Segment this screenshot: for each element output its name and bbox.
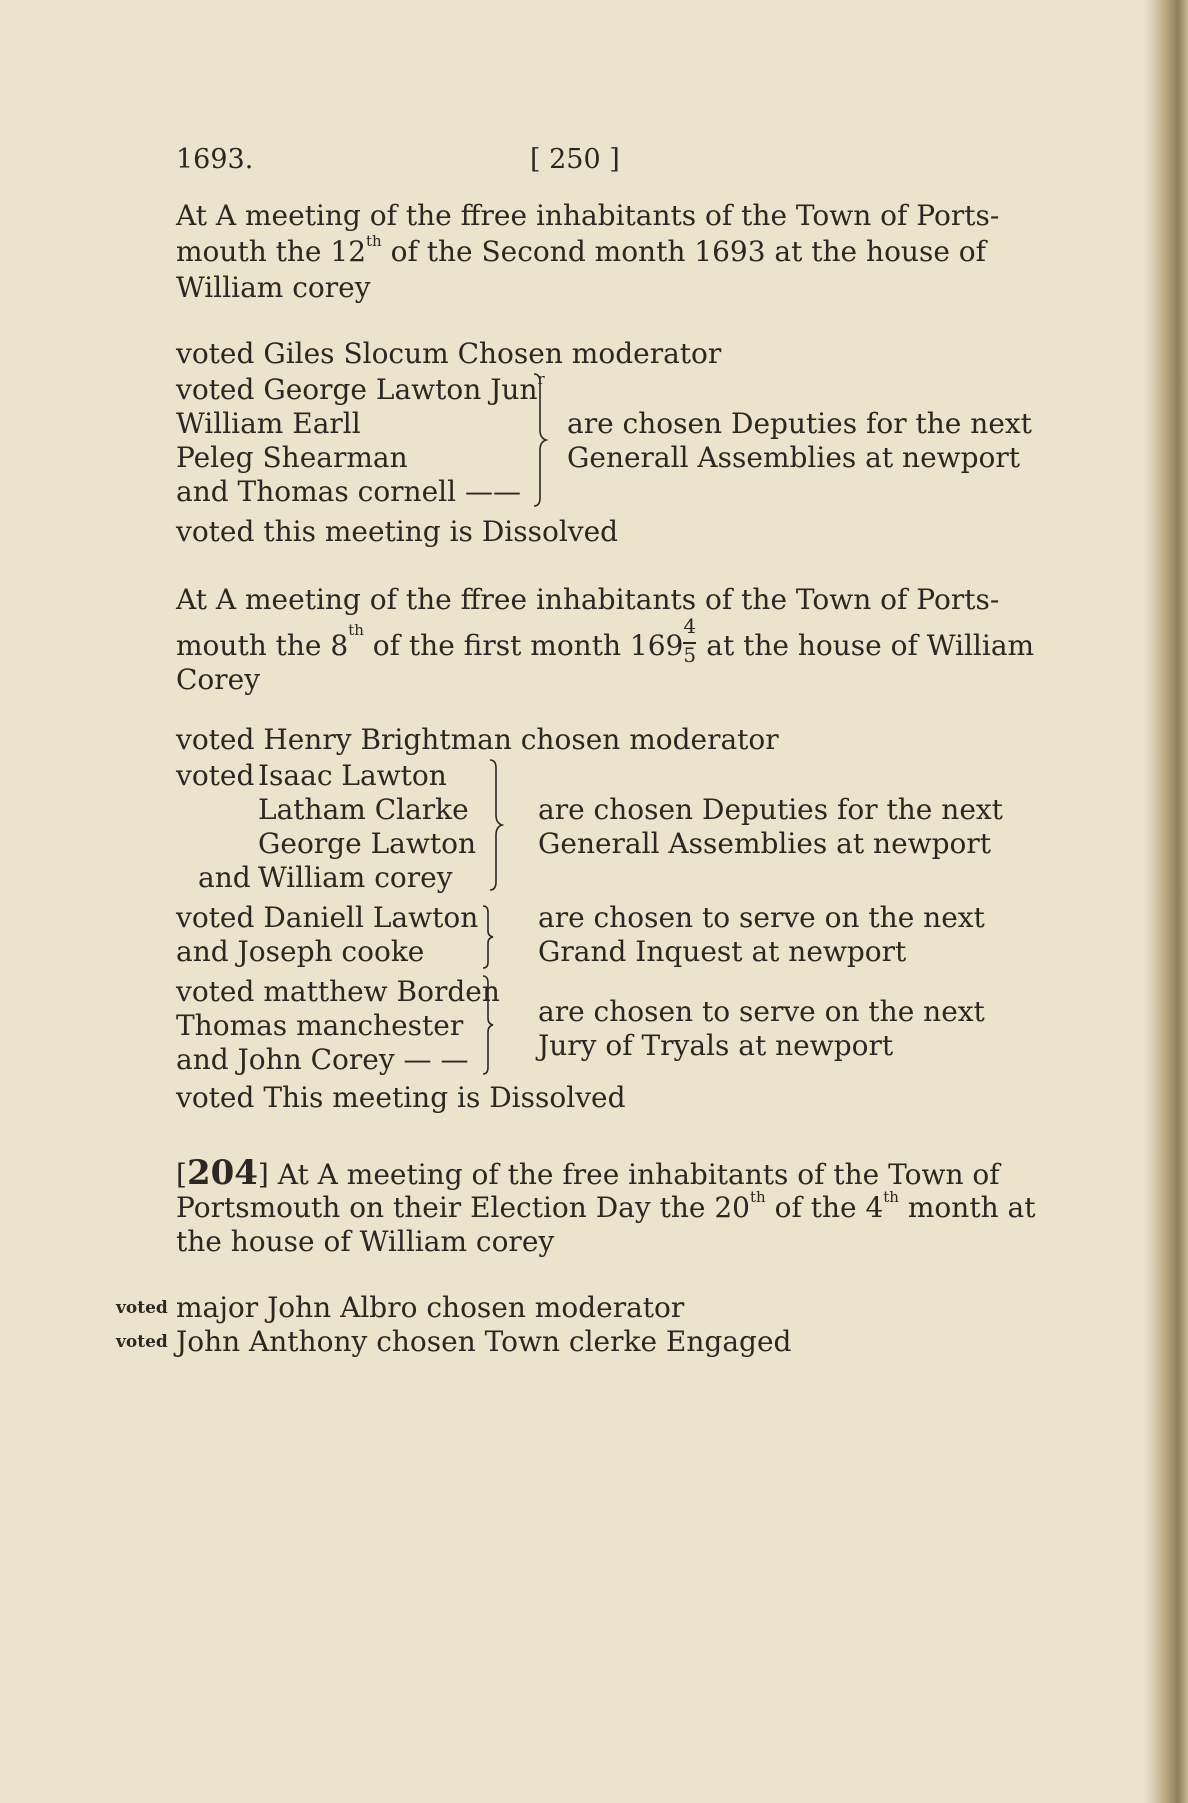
m3-line-3: the house of William corey bbox=[176, 1225, 555, 1258]
m1-intro-line-1: At A meeting of the ffree inhabitants of the Town of Ports- bbox=[176, 199, 1000, 232]
margin-note-voted-2: voted bbox=[116, 1332, 168, 1352]
m2-deputies-brace bbox=[484, 758, 508, 892]
m1-deputy-3: Peleg Shearman bbox=[176, 441, 408, 474]
m2-deputy-2: Latham Clarke bbox=[258, 793, 469, 826]
m2-inquest-brace bbox=[478, 904, 500, 970]
m1-deputy-2: William Earll bbox=[176, 407, 361, 440]
m3-line-1: [204] At A meeting of the free inhabitants of the Town of bbox=[176, 1153, 1000, 1193]
m1-deputies-text-1: are chosen Deputies for the next bbox=[567, 407, 1032, 440]
m2-inquest-text-1: are chosen to serve on the next bbox=[538, 901, 985, 934]
m1-deputies-brace bbox=[528, 372, 552, 508]
page-edge bbox=[1154, 0, 1188, 1803]
m1-intro-line-3: William corey bbox=[176, 271, 371, 304]
m2-jury-text-1: are chosen to serve on the next bbox=[538, 995, 985, 1028]
margin-note-voted-1: voted bbox=[116, 1298, 168, 1318]
m2-jury-2: Thomas manchester bbox=[176, 1009, 464, 1042]
m2-intro-line-2: mouth the 8th of the first month 169 $\frac{4}{5}$ at the house of William bbox=[176, 614, 1035, 667]
m2-jury-3: and John Corey — — bbox=[176, 1043, 469, 1076]
page-edge-shadow bbox=[1144, 0, 1154, 1803]
m2-dissolved: voted This meeting is Dissolved bbox=[176, 1081, 626, 1114]
m2-jury-text-2: Jury of Tryals at newport bbox=[538, 1029, 894, 1062]
m2-moderator: voted Henry Brightman chosen moderator bbox=[176, 723, 779, 756]
m1-dissolved: voted this meeting is Dissolved bbox=[176, 515, 619, 548]
m2-inquest-1: voted Daniell Lawton bbox=[176, 901, 479, 934]
year-fraction: $\frac{4}{5}$ bbox=[683, 614, 697, 667]
header-year: 1693. bbox=[176, 144, 254, 175]
m3-moderator: major John Albro chosen moderator bbox=[176, 1291, 685, 1324]
m2-deputy-1: Isaac Lawton bbox=[258, 759, 447, 792]
original-page-ref: 204 bbox=[186, 1153, 258, 1193]
ref-close: ] bbox=[257, 1158, 269, 1191]
m2-deputies-and: and bbox=[198, 861, 251, 894]
m1-deputies-text-2: Generall Assemblies at newport bbox=[567, 441, 1021, 474]
ref-open: [ bbox=[176, 1158, 187, 1191]
m2-intro-line-3: Corey bbox=[176, 663, 261, 696]
m1-moderator: voted Giles Slocum Chosen moderator bbox=[176, 337, 722, 370]
m1-deputy-4: and Thomas cornell —— bbox=[176, 475, 521, 508]
m2-deputies-voted: voted bbox=[176, 759, 255, 792]
m2-jury-brace bbox=[478, 974, 500, 1076]
m1-intro-line-2: mouth the 12th of the Second month 1693 at the house of bbox=[176, 232, 987, 268]
m3-line-2: Portsmouth on their Election Day the 20th of the 4th month at bbox=[176, 1188, 1036, 1224]
m2-deputies-text-2: Generall Assemblies at newport bbox=[538, 827, 992, 860]
m2-inquest-2: and Joseph cooke bbox=[176, 935, 425, 968]
m2-intro-line-1: At A meeting of the ffree inhabitants of the Town of Ports- bbox=[176, 583, 1000, 616]
m2-deputy-3: George Lawton bbox=[258, 827, 476, 860]
header-page-number: [ 250 ] bbox=[530, 144, 620, 175]
m2-jury-1: voted matthew Borden bbox=[176, 975, 500, 1008]
m2-inquest-text-2: Grand Inquest at newport bbox=[538, 935, 907, 968]
m3-clerk: John Anthony chosen Town clerke Engaged bbox=[176, 1325, 792, 1358]
m1-deputy-1: voted George Lawton Jun$^r$ bbox=[176, 370, 545, 406]
m2-deputy-4: William corey bbox=[258, 861, 453, 894]
m2-deputies-text-1: are chosen Deputies for the next bbox=[538, 793, 1003, 826]
